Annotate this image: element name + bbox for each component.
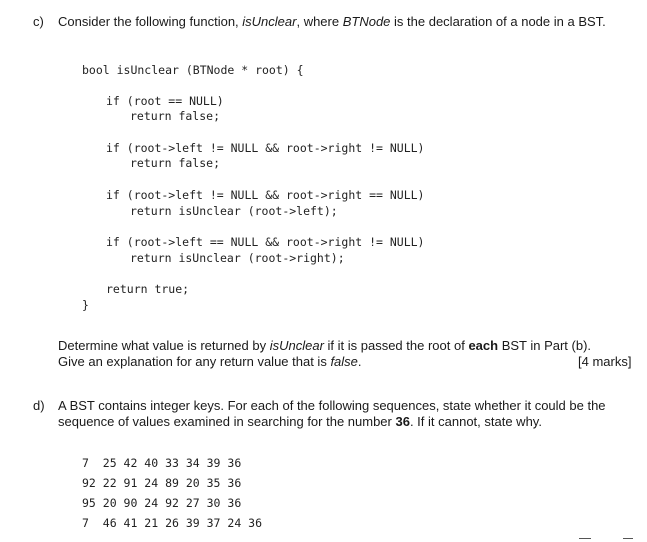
code-line-close-brace: } xyxy=(82,298,89,312)
part-d-line-2 xyxy=(58,413,542,430)
code-line-return-false-1: return false; xyxy=(130,109,221,123)
code-line-signature: bool isUnclear (BTNode * root) { xyxy=(82,63,304,77)
question-c-line-1 xyxy=(58,337,591,354)
part-d-line-1: A BST contains integer keys. For each of the following sequences, state whether it could be the xyxy=(58,398,606,413)
code-line-return-right: return isUnclear (root->right); xyxy=(130,251,345,265)
marks-label: [4 marks] xyxy=(578,354,632,369)
code-line-if-right: if (root->left == NULL && root->right != NULL) xyxy=(106,235,425,249)
part-d-label: d) xyxy=(33,398,45,413)
code-line-return-true: return true; xyxy=(106,282,190,296)
q2-text-a: Give an explanation for any return value that is xyxy=(58,354,331,369)
q1-func-name: isUnclear xyxy=(269,338,324,353)
part-c-intro xyxy=(58,13,606,30)
q2-text-b: . xyxy=(357,354,362,369)
code-line-return-false-2: return false; xyxy=(130,156,221,170)
d2-number: 36 xyxy=(395,414,410,429)
intro-func-name: isUnclear xyxy=(242,14,297,29)
sequence-1: 7 25 42 40 33 34 39 36 xyxy=(82,456,242,470)
q2-false: false xyxy=(330,354,358,369)
intro-text-3: is the declaration of a node in a BST. xyxy=(390,14,606,29)
part-c-label: c) xyxy=(33,14,44,29)
d2-text-a: sequence of values examined in searching for the number xyxy=(58,414,396,429)
intro-type-name: BTNode xyxy=(342,14,391,29)
q1-text-c: BST in Part (b). xyxy=(498,338,592,353)
q1-text-b: if it is passed the root of xyxy=(323,338,469,353)
code-line-if-left: if (root->left != NULL && root->right == NULL) xyxy=(106,188,425,202)
intro-text-1: Consider the following function, xyxy=(58,14,243,29)
q1-each: each xyxy=(468,338,499,353)
sequence-4: 7 46 41 21 26 39 37 24 36 xyxy=(82,516,263,530)
code-line-if-both: if (root->left != NULL && root->right != NULL) xyxy=(106,141,425,155)
sequence-2: 92 22 91 24 89 20 35 36 xyxy=(82,476,242,490)
question-c-line-2 xyxy=(58,353,362,370)
cutoff-mark-right xyxy=(623,538,633,539)
intro-text-2: , where xyxy=(296,14,343,29)
d2-text-b: . If it cannot, state why. xyxy=(409,414,542,429)
code-line-if-null: if (root == NULL) xyxy=(106,94,224,108)
code-line-return-left: return isUnclear (root->left); xyxy=(130,204,338,218)
sequence-3: 95 20 90 24 92 27 30 36 xyxy=(82,496,242,510)
q1-text-a: Determine what value is returned by xyxy=(58,338,270,353)
cutoff-mark-left xyxy=(579,538,591,539)
